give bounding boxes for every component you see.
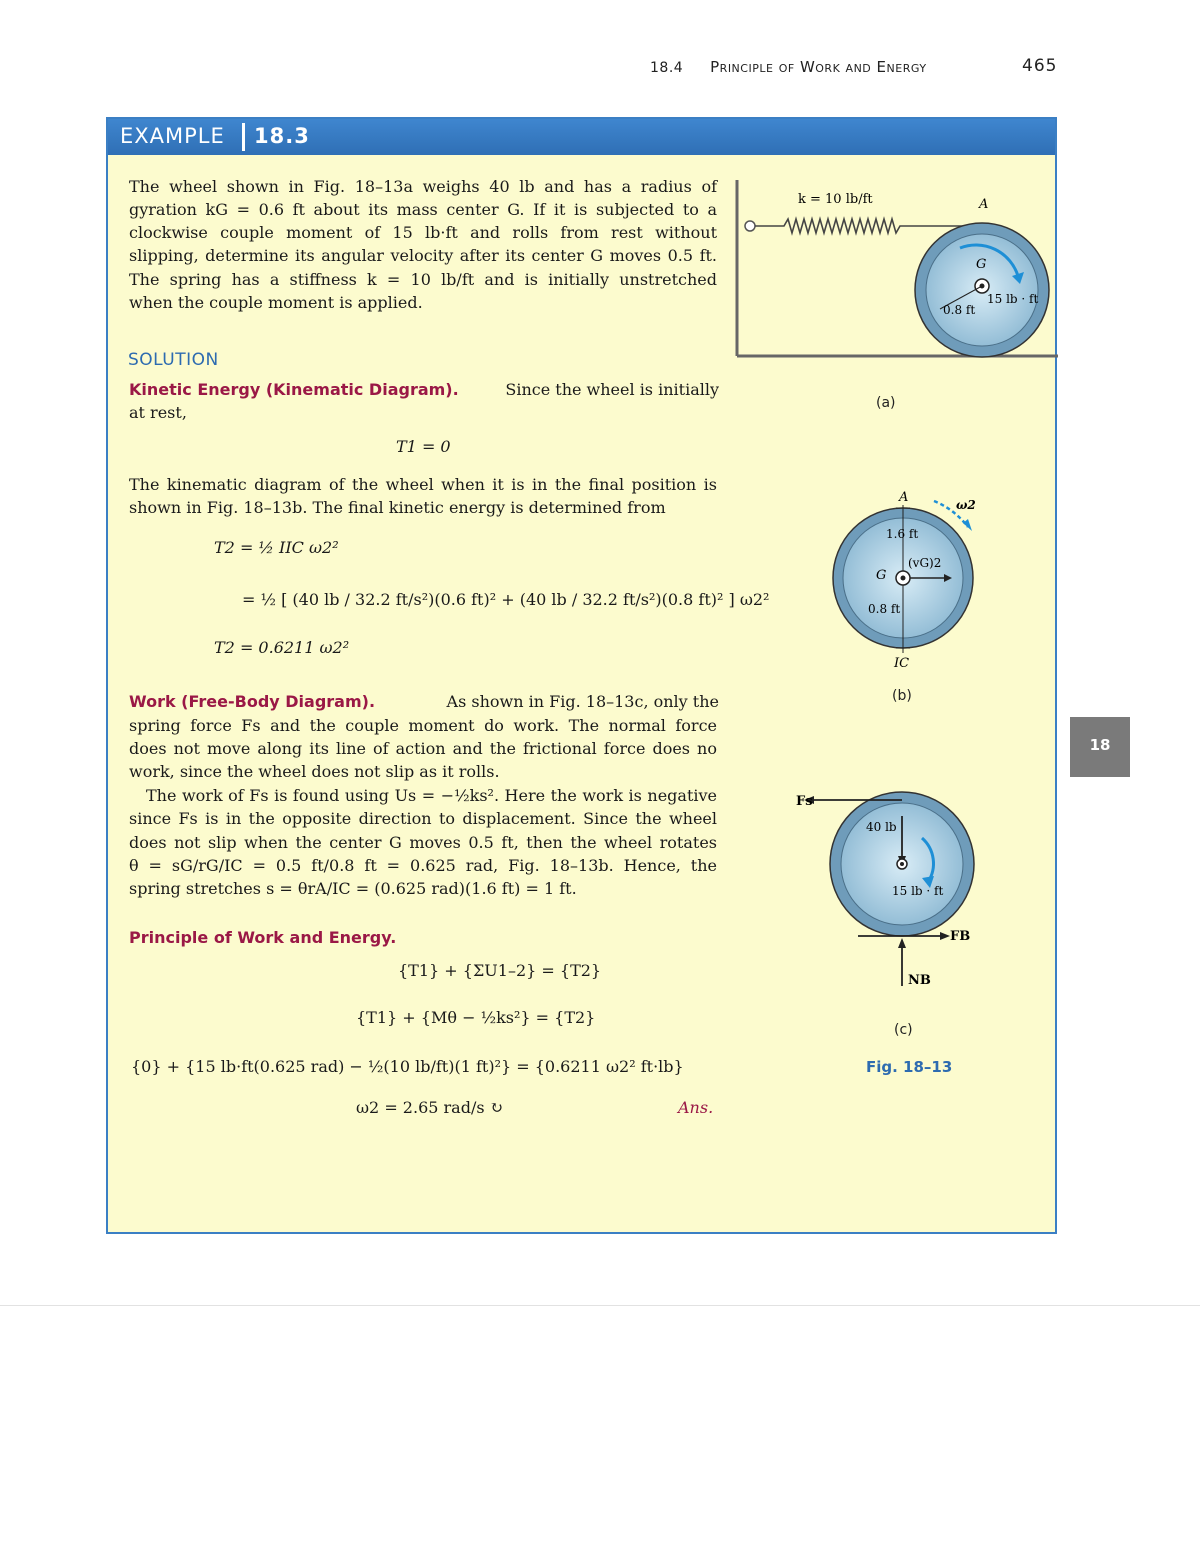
problem-line: The wheel shown in Fig. 18–13a weighs 40 lb and has a radius of (129, 177, 717, 196)
weight-label: 40 lb (866, 820, 897, 834)
figure-a (728, 172, 1060, 364)
work-text: As shown in Fig. 18–13c, only the (446, 692, 719, 711)
work-line: work, since the wheel does not slip as it rolls. (129, 762, 500, 781)
spring-anchor (745, 221, 755, 231)
spring-force-label: Fs (796, 794, 813, 809)
equation-result: ω2 = 2.65 rad/s ↻ (356, 1098, 504, 1117)
problem-line: slipping, determine its angular velocity after its center G moves 0.5 ft. (129, 246, 717, 265)
problem-line: when the couple moment is applied. (129, 293, 423, 312)
page-number: 465 (1022, 56, 1058, 76)
caption-c: (c) (894, 1022, 913, 1038)
example-title-bar (108, 119, 1055, 155)
radius-label: 0.8 ft (943, 303, 976, 317)
ke-paragraph (129, 378, 719, 402)
title-divider (242, 123, 245, 151)
dist-top-label: 1.6 ft (886, 527, 919, 541)
ke-text-2: at rest, (129, 403, 187, 422)
work-detail-line: spring stretches s = θrA/IC = (0.625 rad)(1.6 ft) = 1 ft. (129, 879, 577, 898)
equation-pwe-expanded: {T1} + {Mθ − ½ks²} = {T2} (356, 1008, 596, 1027)
figure-c (790, 786, 986, 1000)
pwe-heading: Principle of Work and Energy. (129, 928, 397, 947)
ic-label: IC (894, 656, 910, 671)
work-detail-line: θ = sG/rG/IC = 0.5 ft/0.8 ft = 0.625 rad, Fig. 18–13b. Hence, the (129, 856, 717, 875)
work-line: spring force Fs and the couple moment do work. The normal force (129, 716, 717, 735)
problem-line: The spring has a stiffness k = 10 lb/ft and is initially unstretched (129, 270, 717, 289)
example-label: EXAMPLE (120, 124, 225, 148)
work-detail-line: The work of Fs is found using Us = −½ks². Here the work is negative (146, 786, 717, 805)
spring (755, 219, 982, 233)
kinematic-line: shown in Fig. 18–13b. The final kinetic energy is determined from (129, 498, 666, 517)
figure-caption: Fig. 18–13 (866, 1058, 953, 1076)
center-g-label: G (976, 257, 987, 272)
caption-b: (b) (892, 688, 912, 704)
equation-pwe-general: {T1} + {ΣU1–2} = {T2} (398, 961, 602, 980)
caption-a: (a) (876, 395, 896, 411)
example-number: 18.3 (254, 124, 310, 148)
work-detail-line: since Fs is in the opposite direction to displacement. Since the wheel (129, 809, 717, 828)
equation-t2-def: T2 = ½ IIC ω2² (214, 538, 339, 557)
equation-t2-result: T2 = 0.6211 ω2² (214, 638, 350, 657)
kinematic-line: The kinematic diagram of the wheel when it is in the final position is (129, 475, 717, 494)
section-title: Principle of Work and Energy (710, 58, 927, 76)
problem-line: gyration kG = 0.6 ft about its mass center G. If it is subjected to a (129, 200, 717, 219)
equation-t1: T1 = 0 (396, 437, 451, 456)
moment-label: 15 lb · ft (987, 292, 1039, 306)
running-head (650, 58, 927, 76)
omega-label: ω2 (956, 498, 976, 512)
answer-label: Ans. (678, 1098, 714, 1117)
velocity-label: (vG)2 (908, 556, 942, 570)
solution-heading: SOLUTION (128, 350, 219, 370)
dist-bottom-label: 0.8 ft (868, 602, 901, 616)
equation-pwe-numeric: {0} + {15 lb·ft(0.625 rad) − ½(10 lb/ft)(1 ft)²} = {0.6211 ω2² ft·lb} (131, 1057, 684, 1076)
equation-t2-sub: = ½ [ (40 lb / 32.2 ft/s²)(0.6 ft)² + (40 lb / 32.2 ft/s²)(0.8 ft)² ] ω2² (242, 590, 770, 609)
work-paragraph (129, 690, 719, 714)
section-number: 18.4 (650, 60, 684, 76)
center-g-label: G (876, 568, 887, 583)
ke-heading: Kinetic Energy (Kinematic Diagram). (129, 380, 459, 399)
ke-text: Since the wheel is initially (505, 380, 719, 399)
point-a-label: A (979, 197, 989, 212)
point-a-label: A (899, 490, 909, 505)
work-line: does not move along its line of action and the frictional force does no (129, 739, 717, 758)
moment-label: 15 lb · ft (892, 884, 944, 898)
work-detail-line: does not slip when the center G moves 0.5 ft, then the wheel rotates (129, 833, 717, 852)
normal-label: NB (908, 973, 931, 988)
spring-label: k = 10 lb/ft (798, 192, 873, 207)
figure-b (826, 485, 986, 675)
chapter-tab[interactable]: 18 (1070, 717, 1130, 777)
friction-label: FB (950, 929, 971, 944)
pwe-paragraph (129, 926, 396, 950)
work-heading: Work (Free-Body Diagram). (129, 692, 376, 711)
problem-line: clockwise couple moment of 15 lb·ft and rolls from rest without (129, 223, 717, 242)
